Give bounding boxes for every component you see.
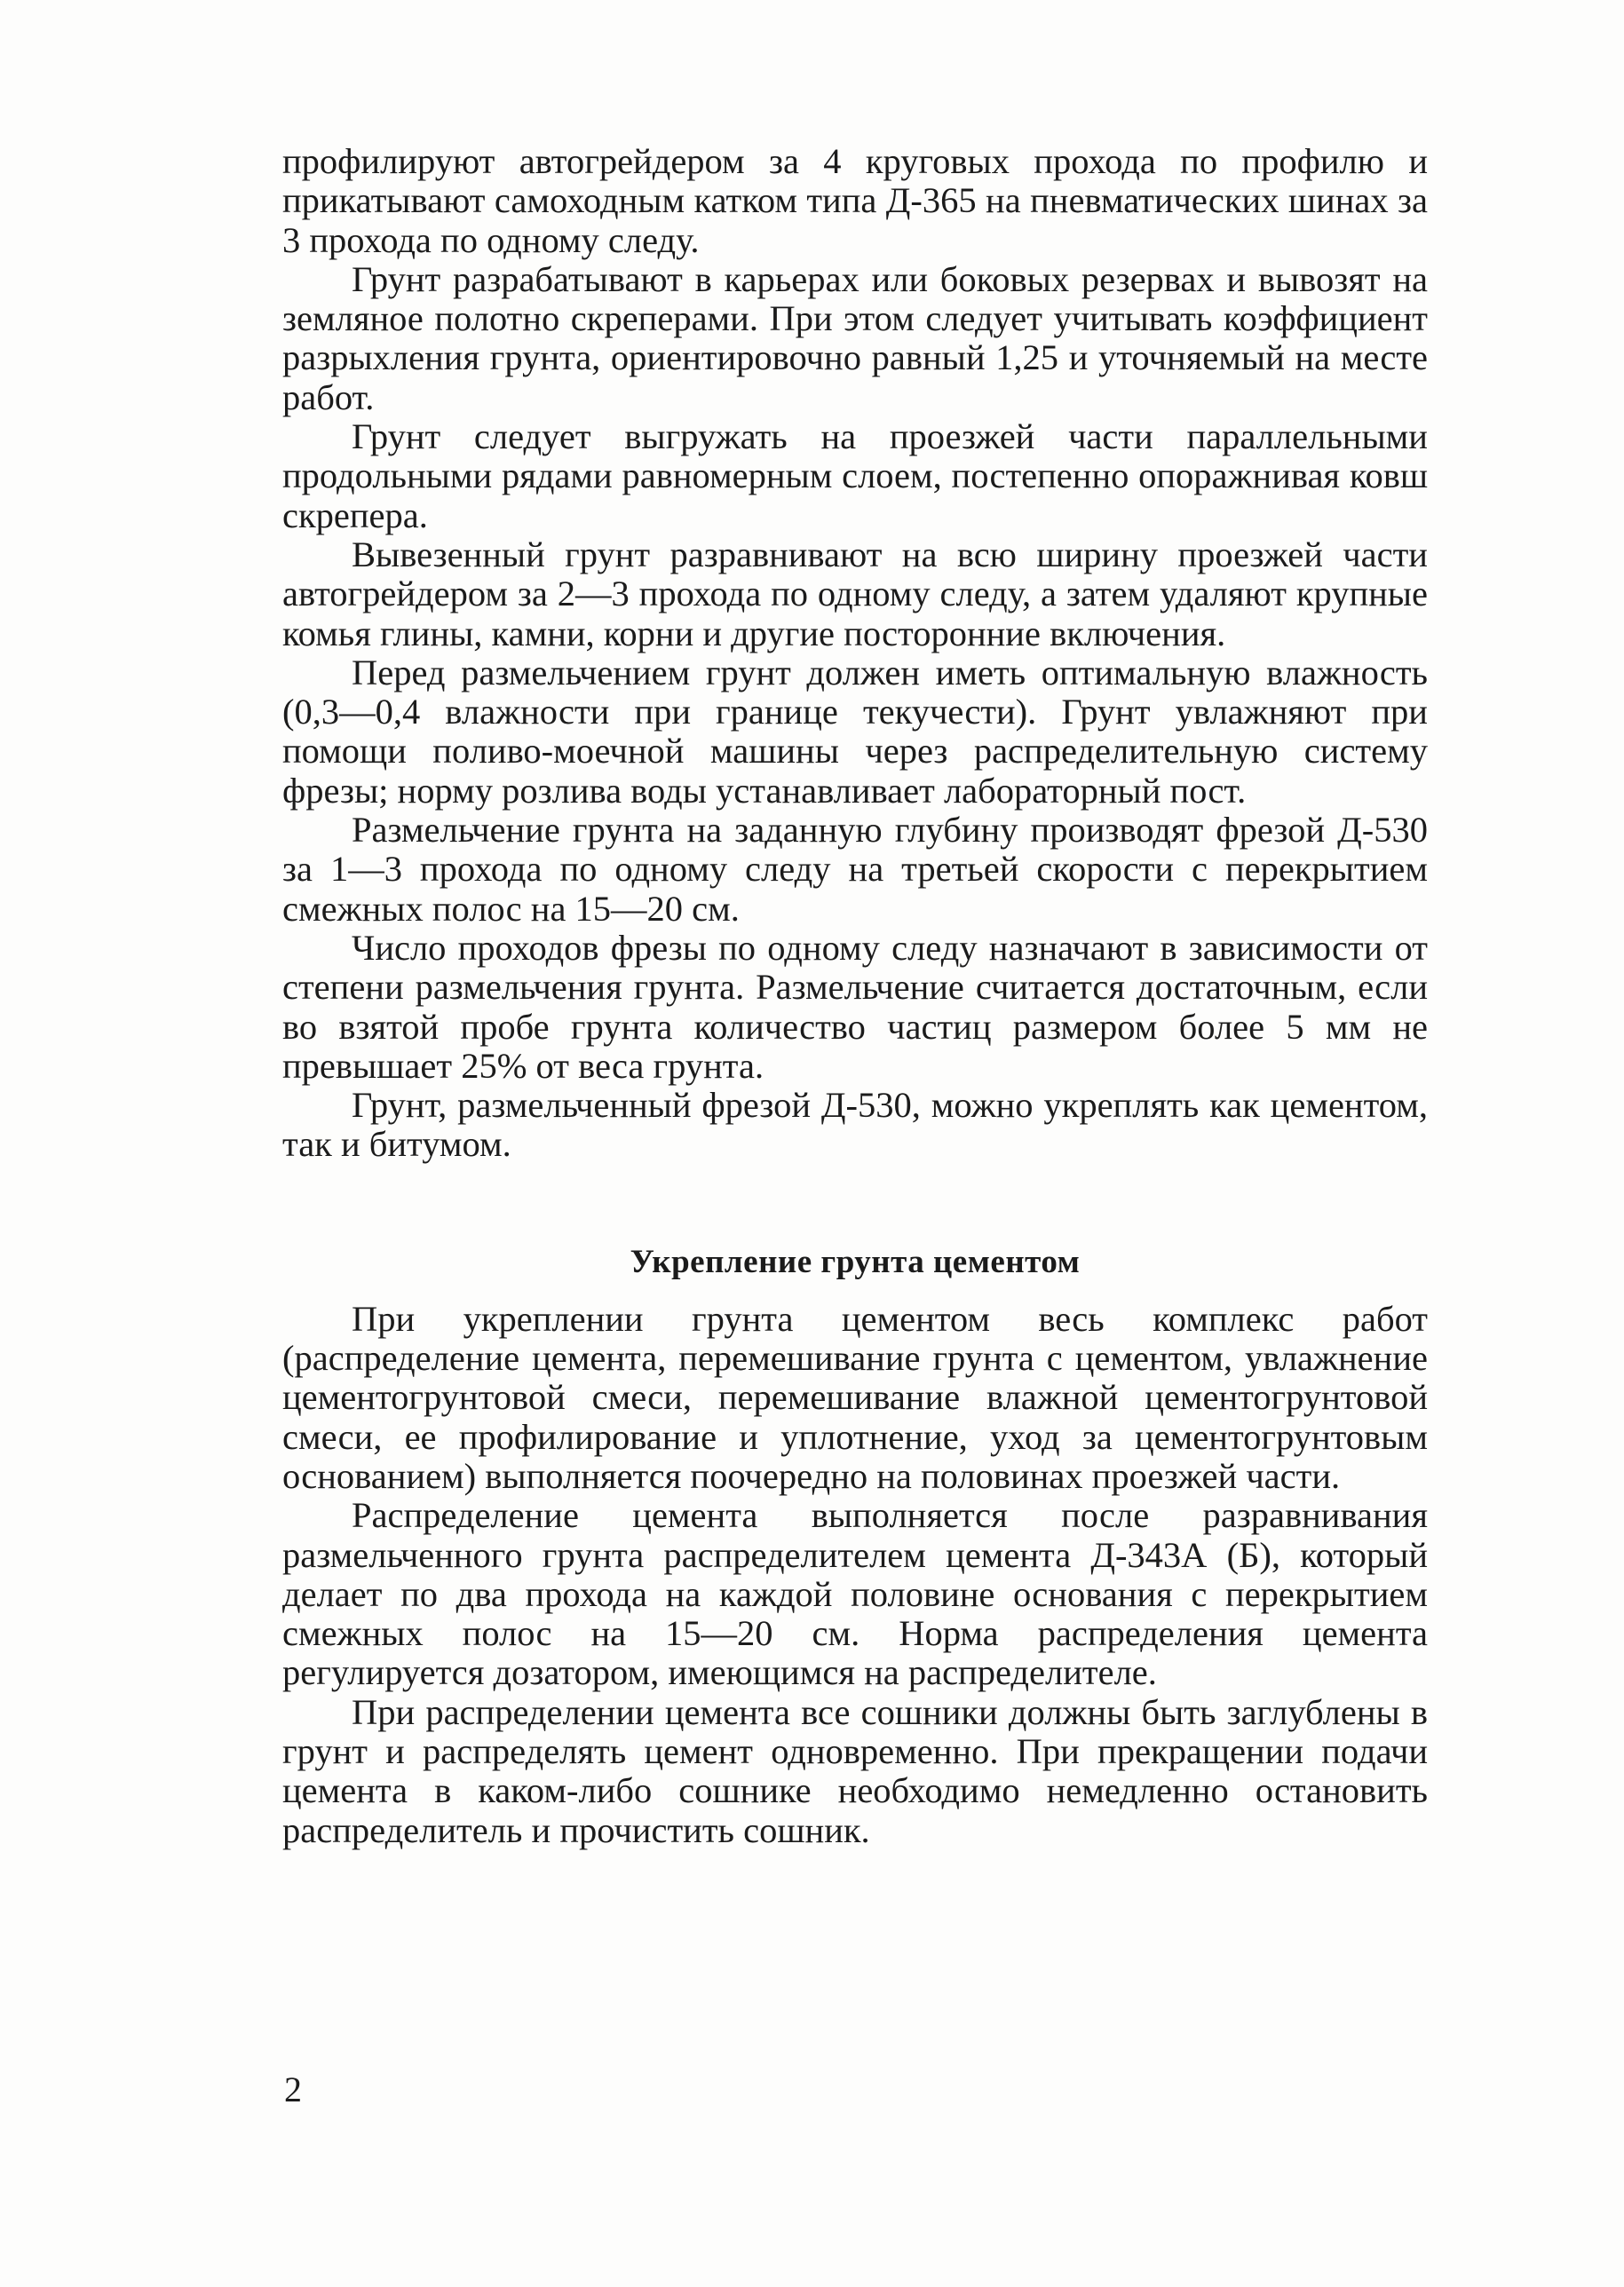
page-number: 2 <box>284 2069 302 2109</box>
paragraph-4: Вывезенный грунт разравнивают на всю ширину проезжей части автогрейдером за 2—3 прохода по одному следу, а затем удаляют крупные комья глины, камни, корни и другие посторонние включения. <box>282 534 1428 653</box>
paragraph-8: Грунт, размельченный фрезой Д-530, можно укреплять как цементом, так и битумом. <box>282 1085 1428 1165</box>
paragraph-9: При укреплении грунта цементом весь комплекс работ (распределение цемента, перемешивание грунта с цементом, увлажнение цементогрунтовой смеси, перемешивание влажной цементогрунтовой смеси, ее профилирование и уплотнение, уход за цементогрунтовым основанием) выполняется поочередно на половинах проезжей части. <box>282 1298 1428 1496</box>
paragraph-11: При распределении цемента все сошники должны быть заглублены в грунт и распределять цемент одновременно. При прекращении подачи цемента в каком-либо сошнике необходимо немедленно остановить распределитель и прочистить сошник. <box>282 1691 1428 1850</box>
paragraph-7: Число проходов фрезы по одному следу назначают в зависимости от степени размельчения грунта. Размельчение считается достаточным, если во взятой пробе грунта количество частиц размером более 5 мм не превышает 25% от веса грунта. <box>282 927 1428 1086</box>
paragraph-2: Грунт разрабатывают в карьерах или боковых резервах и вывозят на земляное полотно скреперами. При этом следует учитывать коэффициент разрыхления грунта, ориентировочно равный 1,25 и уточняемый на месте работ. <box>282 258 1428 417</box>
paragraph-3: Грунт следует выгружать на проезжей части параллельными продольными рядами равномерным слоем, постепенно опоражнивая ковш скрепера. <box>282 416 1428 535</box>
paragraph-1: профилируют автогрейдером за 4 круговых прохода по профилю и прикатывают самоходным катком типа Д-365 на пневматических шинах за 3 прохода по одному следу. <box>282 141 1428 260</box>
body-text <box>282 142 1428 1850</box>
paragraph-5: Перед размельчением грунт должен иметь оптимальную влажность (0,3—0,4 влажности при границе текучести). Грунт увлажняют при помощи поливо-моечной машины через распределительную систему фрезы; норму розлива воды устанавливает лабораторный пост. <box>282 652 1428 811</box>
paragraph-6: Размельчение грунта на заданную глубину производят фрезой Д-530 за 1—3 прохода по одному следу на третьей скорости с перекрытием смежных полос на 15—20 см. <box>282 810 1428 929</box>
section-heading: Укрепление грунта цементом <box>630 1243 1081 1280</box>
paragraph-10: Распределение цемента выполняется после разравнивания размельченного грунта распределителем цемента Д-343А (Б), который делает по два прохода на каждой половине основания с перекрытием смежных полос на 15—20 см. Норма распределения цемента регулируется дозатором, имеющимся на распределителе. <box>282 1495 1428 1693</box>
